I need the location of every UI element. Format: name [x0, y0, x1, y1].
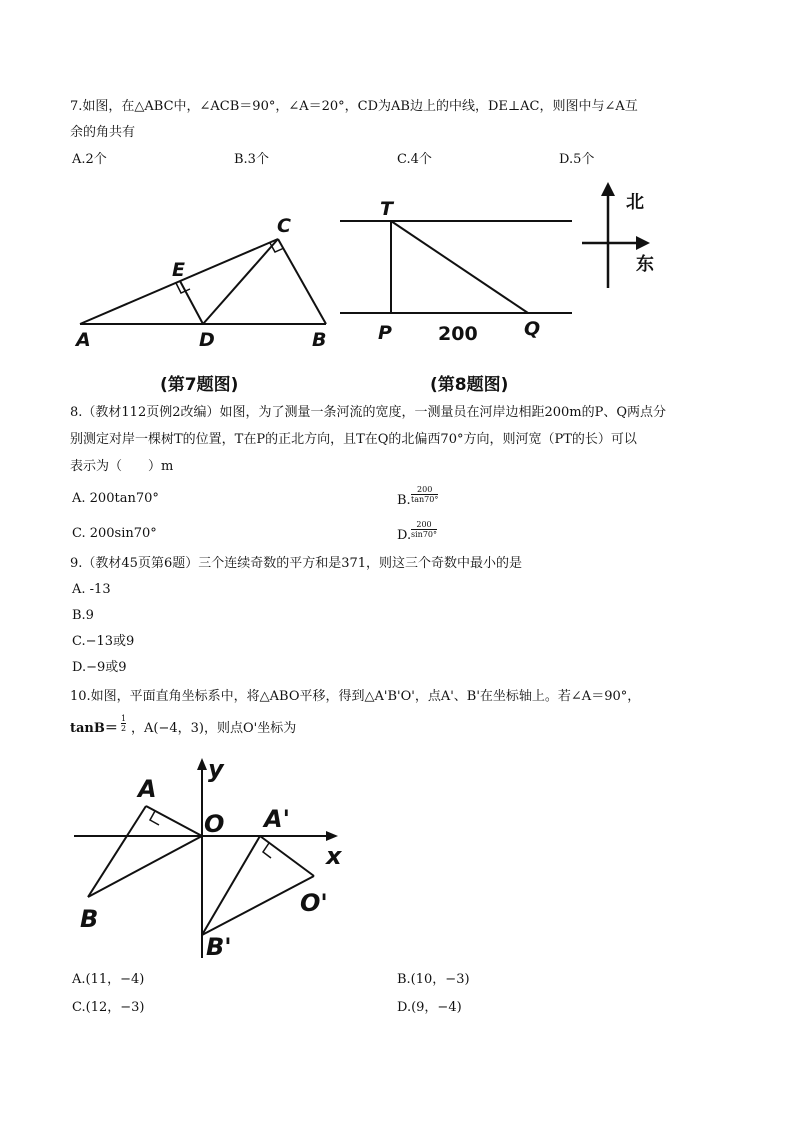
q7-label-a: A [76, 329, 91, 351]
q8-option-c: C. 200sin70° [72, 526, 157, 541]
q10-tanb-numerator: 1 [121, 714, 127, 723]
q10-option-b: B.(10，−3) [397, 972, 470, 987]
q8-label-distance: 200 [438, 323, 478, 345]
q9-option-b: B.9 [72, 608, 94, 623]
q7-option-a: A.2个 [72, 152, 107, 167]
q10-label-b1: B' [206, 933, 232, 961]
q7-stem-line1: 7.如图，在△ABC中，∠ACB＝90°，∠A＝20°，CD为AB边上的中线，DE⊥AC，则图中与∠A互 [70, 99, 638, 114]
q7-option-d: D.5个 [559, 152, 595, 167]
segment-ab-q10 [88, 806, 146, 897]
q8-option-b-fraction [411, 485, 438, 504]
segment-bo [88, 836, 202, 897]
q7-stem-line2: 余的角共有 [70, 125, 136, 140]
q10-tanb-fraction [121, 714, 126, 733]
segment-cd [203, 239, 278, 324]
q7-label-e: E [172, 259, 185, 281]
q8-stem-line1: 8.（教材112页例2改编）如图，为了测量一条河流的宽度，一测量员在河岸边相距200m的P、Q两点分 [70, 405, 667, 420]
q8-option-b-numerator: 200 [417, 485, 433, 494]
q10-option-d: D.(9，−4) [397, 1000, 462, 1015]
q10-stem-line2-prefix: tanB＝ [70, 721, 118, 736]
q8-option-d-numerator: 200 [416, 520, 432, 529]
q7-label-c: C [277, 215, 291, 237]
q10-label-a: A [138, 775, 157, 803]
q10-tanb-denominator: 2 [121, 724, 127, 733]
q10-figure [74, 758, 338, 958]
q8-label-q: Q [524, 318, 541, 340]
q10-option-c: C.(12，−3) [72, 1000, 145, 1015]
segment-tq [391, 221, 528, 313]
q9-option-d: D.−9或9 [72, 660, 127, 675]
q8-option-d-denominator: sin70° [411, 530, 437, 539]
q7-label-d: D [199, 329, 215, 351]
q10-stem-line2-suffix: ，A(−4，3)，则点O'坐标为 [131, 721, 297, 736]
segment-ao [146, 806, 202, 836]
q10-label-a1: A' [264, 805, 290, 833]
q9-stem-line1: 9.（教材45页第6题）三个连续奇数的平方和是371，则这三个奇数中最小的是 [70, 556, 523, 571]
q9-option-a: A. -13 [72, 582, 111, 597]
q10-label-o: O [204, 810, 225, 838]
right-angle-mark-a1 [263, 843, 271, 858]
q7-option-b: B.3个 [234, 152, 269, 167]
q8-figure [340, 221, 572, 313]
q10-label-y: y [208, 755, 224, 783]
x-axis-arrow-icon [326, 831, 338, 841]
q7-figure-caption: (第7题图) [160, 375, 239, 395]
q7-option-c: C.4个 [397, 152, 432, 167]
compass-north-label: 北 [626, 192, 644, 213]
q10-option-a: A.(11，−4) [72, 972, 145, 987]
q8-option-a: A. 200tan70° [72, 491, 159, 506]
q7-label-b: B [312, 329, 327, 351]
y-axis-arrow-icon [197, 758, 207, 770]
q8-label-t: T [380, 198, 393, 220]
segment-cb [278, 239, 326, 324]
q8-option-b-denominator: tan70° [411, 495, 439, 504]
segment-ac [80, 239, 278, 324]
q8-stem-line3: 表示为（ ）m [70, 459, 174, 474]
q8-stem-line2: 别测定对岸一棵树T的位置，T在P的正北方向，且T在Q的北偏西70°方向，则河宽（PT的长）可以 [70, 432, 637, 447]
q10-label-x: x [326, 842, 342, 870]
q8-option-d-fraction [411, 520, 437, 539]
segment-de [180, 281, 203, 324]
q10-label-b: B [80, 905, 99, 933]
q10-label-o1: O' [300, 889, 328, 917]
q10-stem-line1: 10.如图，平面直角坐标系中，将△ABO平移，得到△A'B'O'，点A'、B'在坐标轴上。若∠A＝90°， [70, 689, 641, 704]
q8-label-p: P [378, 322, 392, 344]
compass-east-label: 东 [636, 254, 654, 275]
q8-figure-caption: (第8题图) [430, 375, 509, 395]
q8-option-d-prefix: D. [397, 528, 412, 543]
q9-option-c: C.−13或9 [72, 634, 135, 649]
q8-option-b-prefix: B. [397, 493, 411, 508]
q7-figure [80, 239, 326, 324]
